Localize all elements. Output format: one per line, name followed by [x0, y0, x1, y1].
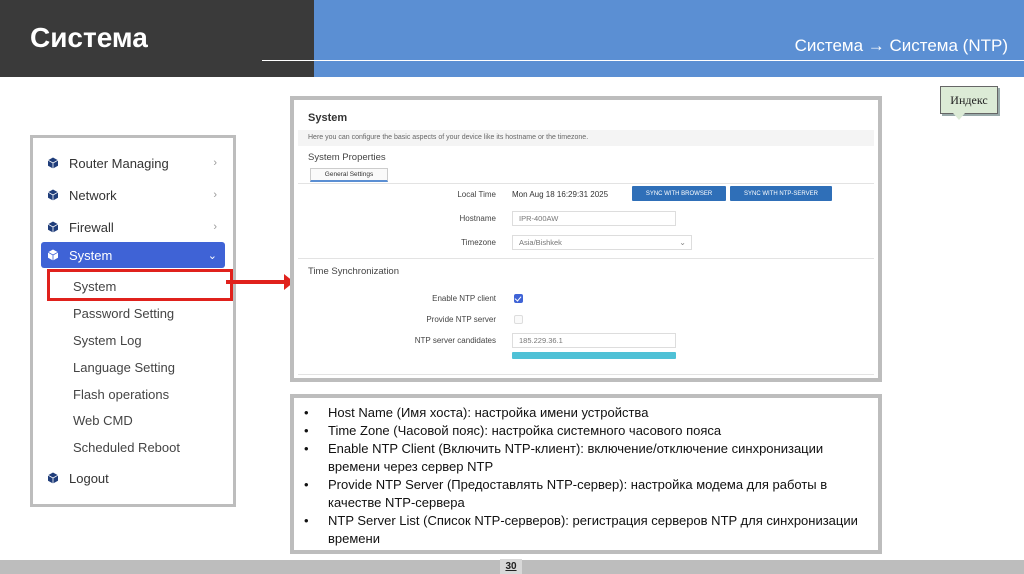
description-list	[300, 404, 872, 548]
sidebar-subitem-web-cmd[interactable]: Web CMD	[73, 412, 133, 428]
sidebar-subitem-system[interactable]: System	[73, 278, 117, 294]
tab-general-settings[interactable]: General Settings	[310, 168, 388, 182]
cube-icon	[47, 472, 59, 484]
sidebar-item-label: Logout	[69, 470, 109, 486]
sidebar-item-logout[interactable]	[41, 465, 225, 491]
sidebar-item-label: Network	[69, 187, 117, 203]
timezone-select[interactable]	[512, 235, 692, 250]
bottom-divider	[298, 374, 874, 375]
chevron-right-icon: ›	[213, 157, 217, 169]
breadcrumb: Система → Система (NTP)	[794, 36, 1008, 55]
system-properties-title: System Properties	[308, 152, 386, 163]
page-title: Система	[30, 22, 148, 53]
chevron-right-icon: ›	[213, 221, 217, 233]
cube-icon	[47, 249, 59, 261]
red-arrow-line	[226, 280, 286, 284]
list-item: • Time Zone (Часовой пояс): настройка системного часового пояса	[300, 422, 872, 440]
add-ntp-server-button[interactable]	[512, 352, 676, 359]
page-number: 30	[500, 559, 522, 574]
list-item: • NTP Server List (Список NTP-серверов): регистрация серверов NTP для синхронизации времени	[300, 512, 872, 548]
sidebar-subitem-language-setting[interactable]: Language Setting	[73, 359, 175, 375]
hostname-input[interactable]: IPR-400AW	[512, 211, 676, 226]
time-sync-title: Time Synchronization	[308, 266, 399, 277]
list-item: • Provide NTP Server (Предоставлять NTP-сервер): настройка модема для работы в качестве NTP-сервера	[300, 476, 872, 512]
settings-screenshot-frame	[290, 96, 882, 382]
sidebar-item-router-managing[interactable]	[41, 150, 225, 176]
hostname-label: Hostname	[459, 214, 496, 223]
enable-ntp-label: Enable NTP client	[432, 294, 496, 303]
sidebar-subitem-password-setting[interactable]: Password Setting	[73, 305, 175, 321]
timezone-value: Asia/Bishkek	[519, 238, 562, 247]
cube-icon	[47, 221, 59, 233]
sidebar-item-label: System	[69, 247, 113, 263]
settings-panel	[298, 104, 874, 374]
sidebar-subitem-flash-operations[interactable]: Flash operations	[73, 386, 170, 402]
timezone-label: Timezone	[461, 238, 496, 247]
cube-icon	[47, 189, 59, 201]
enable-ntp-checkbox[interactable]	[514, 294, 523, 303]
sidebar-item-system[interactable]	[41, 242, 225, 268]
sync-with-ntp-server-button[interactable]: SYNC WITH NTP-SERVER	[730, 186, 832, 201]
index-button[interactable]	[940, 86, 998, 114]
sidebar-menu	[37, 142, 229, 500]
chevron-right-icon: ›	[213, 189, 217, 201]
settings-description: Here you can configure the basic aspects of your device like its hostname or the timezone.	[298, 130, 874, 146]
sync-with-browser-button[interactable]: SYNC WITH BROWSER	[632, 186, 726, 201]
sidebar-item-label: Firewall	[69, 219, 114, 235]
sidebar-item-network[interactable]	[41, 182, 225, 208]
section-divider	[298, 258, 874, 259]
sidebar-subitem-system-log[interactable]: System Log	[73, 332, 142, 348]
description-frame	[290, 394, 882, 554]
list-item: • Enable NTP Client (Включить NTP-клиент): включение/отключение синхронизации времени через сервер NTP	[300, 440, 872, 476]
list-item: • Host Name (Имя хоста): настройка имени устройства	[300, 404, 872, 422]
settings-title: System	[308, 112, 348, 124]
provide-ntp-checkbox[interactable]	[514, 315, 523, 324]
cube-icon	[47, 157, 59, 169]
provide-ntp-label: Provide NTP server	[426, 315, 496, 324]
ntp-server-input[interactable]: 185.229.36.1	[512, 333, 676, 348]
local-time-label: Local Time	[457, 190, 496, 199]
header-divider	[262, 60, 1024, 61]
chevron-down-icon: ⌄	[679, 238, 686, 247]
menu-screenshot-frame	[30, 135, 236, 507]
tab-divider	[298, 183, 874, 184]
sidebar-item-firewall[interactable]	[41, 214, 225, 240]
chevron-down-icon: ⌄	[207, 249, 217, 262]
sidebar-item-label: Router Managing	[69, 155, 169, 171]
sidebar-subitem-scheduled-reboot[interactable]: Scheduled Reboot	[73, 439, 180, 455]
index-button-label: Индекс	[950, 92, 988, 107]
ntp-candidates-label: NTP server candidates	[414, 336, 496, 345]
local-time-value: Mon Aug 18 16:29:31 2025	[512, 190, 609, 199]
